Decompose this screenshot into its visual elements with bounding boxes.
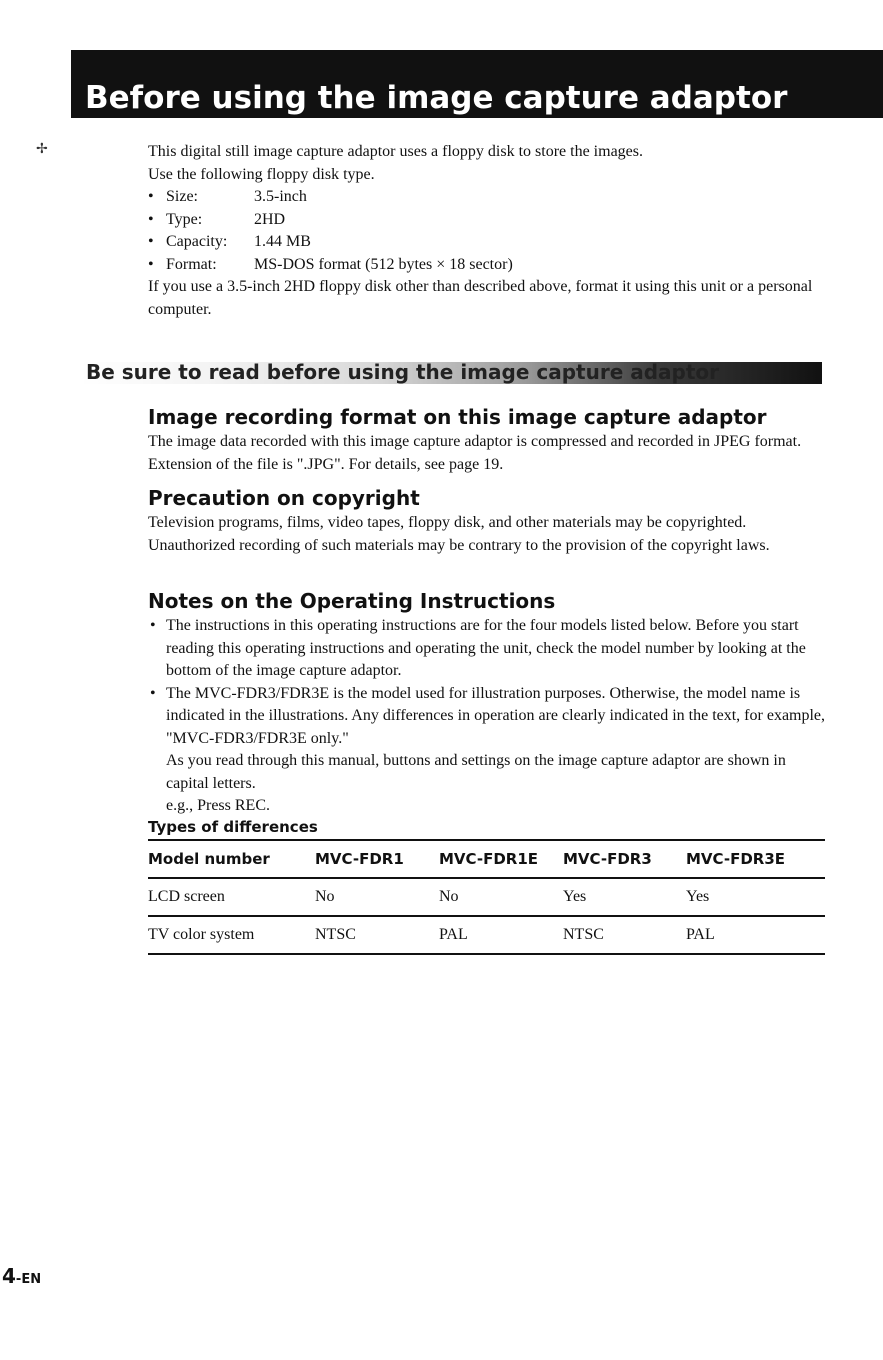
- page-title: Before using the image capture adaptor: [85, 80, 788, 116]
- copyright-section: [148, 486, 828, 557]
- intro-block: [148, 141, 848, 321]
- table-cell: No: [315, 878, 439, 916]
- differences-heading: Types of differences: [148, 818, 318, 836]
- notes-section: [148, 589, 828, 818]
- table-cell: PAL: [439, 916, 563, 954]
- column-header: MVC-FDR3: [563, 840, 686, 878]
- spec-value: 2HD: [254, 210, 286, 228]
- page-number-value: 4: [2, 1264, 16, 1288]
- copyright-body: Television programs, films, video tapes, floppy disk, and other materials may be copyrighted. Unauthorized recording of such materials may be contrary to the provision of the copyright laws.: [148, 514, 770, 554]
- spec-list: [148, 186, 848, 276]
- differences-table: [148, 839, 825, 955]
- table-row: [148, 916, 825, 954]
- notes-list: [148, 615, 828, 750]
- intro-line-3: If you use a 3.5-inch 2HD floppy disk other than described above, format it using this unit or a personal computer.: [148, 278, 813, 318]
- banner-text: Be sure to read before using the image capture adaptor: [86, 360, 720, 384]
- recording-format-heading: Image recording format on this image capture adaptor: [148, 405, 767, 429]
- margin-mark: ✢: [36, 142, 48, 157]
- page-number: [2, 1264, 41, 1288]
- column-header: Model number: [148, 840, 315, 878]
- table-cell: No: [439, 878, 563, 916]
- table-row: [148, 878, 825, 916]
- table-cell: Yes: [563, 878, 686, 916]
- intro-line-2: Use the following floppy disk type.: [148, 165, 375, 183]
- notes-item: • The instructions in this operating instructions are for the four models listed below. Before you start reading this operating instructions and operating the unit, check the model number by looking at the bottom of the image capture adaptor.: [148, 615, 828, 683]
- notes-example: e.g., Press REC.: [166, 797, 270, 814]
- column-header: MVC-FDR3E: [686, 840, 825, 878]
- spec-value: 1.44 MB: [254, 233, 311, 250]
- spec-label: Size:: [166, 188, 198, 205]
- page-title-bar: [71, 50, 883, 118]
- recording-format-section: [148, 405, 828, 476]
- spec-value: 3.5-inch: [254, 188, 307, 205]
- spec-item: [148, 186, 848, 209]
- spec-item: [148, 231, 848, 254]
- intro-line-1: This digital still image capture adaptor uses a floppy disk to store the images.: [148, 143, 643, 160]
- spec-label: Format:: [166, 255, 217, 273]
- table-cell: LCD screen: [148, 878, 315, 916]
- column-header: MVC-FDR1: [315, 840, 439, 878]
- spec-label: Type:: [166, 210, 203, 228]
- table-header-row: [148, 840, 825, 878]
- notes-heading: Notes on the Operating Instructions: [148, 589, 556, 613]
- recording-format-body: The image data recorded with this image capture adaptor is compressed and recorded in JPEG format. Extension of the file is ".JPG". For details, see page 19.: [148, 433, 802, 473]
- column-header: MVC-FDR1E: [439, 840, 563, 878]
- spec-value: MS-DOS format (512 bytes × 18 sector): [254, 255, 513, 273]
- table-cell: PAL: [686, 916, 825, 954]
- page-number-suffix: -EN: [15, 1272, 42, 1287]
- notes-item: • The MVC-FDR3/FDR3E is the model used for illustration purposes. Otherwise, the model name is indicated in the illustrations. Any differences in operation are clearly indicated in the text, for example, "MVC-FDR3/FDR3E only.": [148, 683, 828, 751]
- notes-paragraph: As you read through this manual, buttons and settings on the image capture adaptor are shown in capital letters.: [166, 752, 786, 792]
- spec-label: Capacity:: [166, 233, 228, 250]
- table-cell: NTSC: [315, 916, 439, 954]
- table-cell: NTSC: [563, 916, 686, 954]
- section-banner: [80, 362, 822, 384]
- copyright-heading: Precaution on copyright: [148, 486, 420, 510]
- table-cell: Yes: [686, 878, 825, 916]
- spec-item: [148, 209, 848, 232]
- spec-item: [148, 254, 848, 277]
- table-cell: TV color system: [148, 916, 315, 954]
